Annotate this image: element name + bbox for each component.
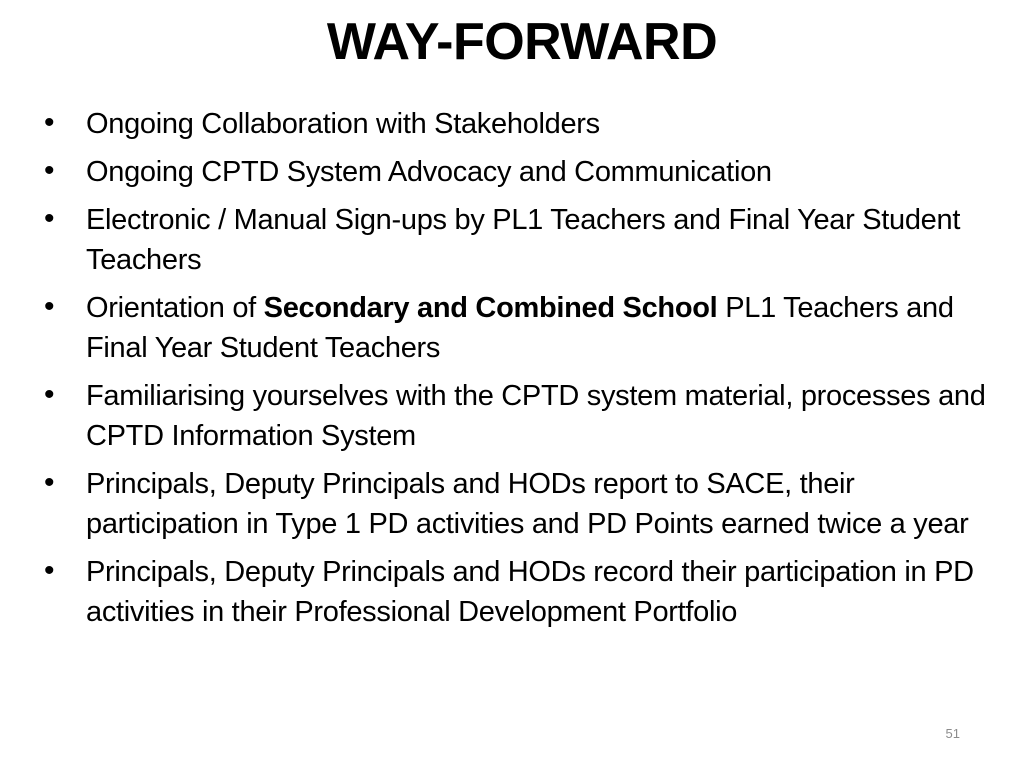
bullet-item <box>40 200 1000 280</box>
bullet-list <box>40 104 1000 640</box>
bullet-text: Principals, Deputy Principals and HODs report to SACE, their participation in Type 1 PD activities and PD Points earned twice a year <box>86 468 969 540</box>
bullet-text: Familiarising yourselves with the CPTD system material, processes and CPTD Information System <box>86 380 986 452</box>
bullet-icon: • <box>44 202 55 235</box>
slide-title: WAY-FORWARD <box>326 13 718 71</box>
bullet-item <box>40 376 1000 456</box>
bullet-item <box>40 464 1000 544</box>
bullet-item <box>40 152 1000 192</box>
bullet-text-before: Orientation of <box>86 292 264 324</box>
bullet-item <box>40 552 1000 632</box>
bullet-text-bold: Secondary and Combined School <box>263 292 718 324</box>
bullet-icon: • <box>44 106 55 139</box>
bullet-text: Ongoing Collaboration with Stakeholders <box>86 108 600 140</box>
bullet-text-after: PL1 Teachers and Final Year Student Teachers <box>86 292 954 364</box>
bullet-text: Ongoing CPTD System Advocacy and Communication <box>86 156 772 188</box>
bullet-icon: • <box>44 154 55 187</box>
bullet-text: Electronic / Manual Sign-ups by PL1 Teachers and Final Year Student Teachers <box>86 204 961 276</box>
bullet-icon: • <box>44 466 55 499</box>
bullet-item <box>40 288 1000 368</box>
bullet-icon: • <box>44 378 55 411</box>
bullet-item <box>40 104 1000 144</box>
page-number: 51 <box>945 726 960 741</box>
bullet-text: Principals, Deputy Principals and HODs record their participation in PD activities in their Professional Development Portfolio <box>86 556 974 628</box>
bullet-icon: • <box>44 290 55 323</box>
bullet-icon: • <box>44 554 55 587</box>
